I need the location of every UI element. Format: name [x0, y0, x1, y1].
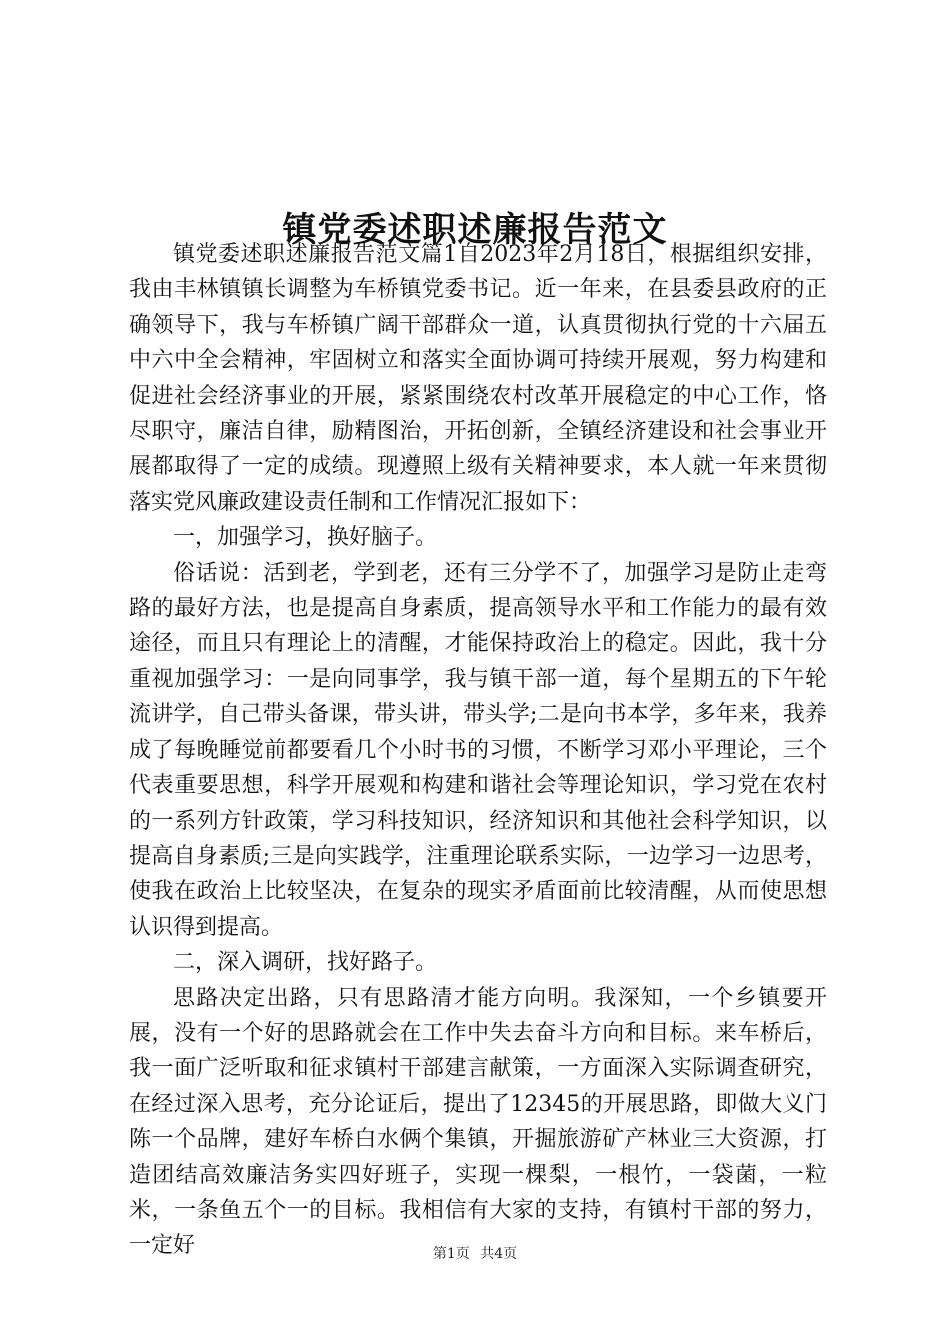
- document-body: [129, 237, 827, 1264]
- section-2-paragraph: 思路决定出路，只有思路清才能方向明。我深知，一个乡镇要开展，没有一个好的思路就会在工作中失去奋斗方向和目标。来车桥后，我一面广泛听取和征求镇村干部建言献策，一方面深入实际调查研究，在经过深入思考，充分论证后，提出了12345的开展思路，即做大义门陈一个品牌，建好车桥白水俩个集镇，开掘旅游矿产林业三大资源，打造团结高效廉洁务实四好班子，实现一棵梨，一根竹，一袋菌，一粒米，一条鱼五个一的目标。我相信有大家的支持，有镇村干部的努力，一定好: [129, 985, 827, 1259]
- page-total: 共4页: [480, 1246, 518, 1262]
- page-footer: [0, 1244, 950, 1264]
- document-title: 镇党委述职述廉报告范文: [282, 209, 668, 250]
- section-heading-1: 一，加强学习，换好脑子。: [173, 525, 438, 551]
- section-1-paragraph: 俗话说：活到老，学到老，还有三分学不了，加强学习是防止走弯路的最好方法，也是提高自身素质，提高领导水平和工作能力的最有效途径，而且只有理论上的清醒，才能保持政治上的稳定。因此，我十分重视加强学习：一是向同事学，我与镇干部一道，每个星期五的下午轮流讲学，自己带头备课，带头讲，带头学;二是向书本学，多年来，我养成了每晚睡觉前都要看几个小时书的习惯，不断学习邓小平理论，三个代表重要思想，科学开展观和构建和谐社会等理论知识，学习党在农村的一系列方针政策，学习科技知识，经济知识和其他社会科学知识，以提高自身素质;三是向实践学，注重理论联系实际，一边学习一边思考，使我在政治上比较坚决，在复杂的现实矛盾面前比较清醒，从而使思想认识得到提高。: [129, 560, 827, 940]
- intro-paragraph: 镇党委述职述廉报告范文篇1自2023年2月18日，根据组织安排，我由丰林镇镇长调整为车桥镇党委书记。近一年来，在县委县政府的正确领导下，我与车桥镇广阔干部群众一道，认真贯彻执行党的十六届五中六中全会精神，牢固树立和落实全面协调可持续开展观，努力构建和促进社会经济事业的开展，紧紧围绕农村改革开展稳定的中心工作，恪尽职守，廉洁自律，励精图治，开拓创新，全镇经济建设和社会事业开展都取得了一定的成绩。现遵照上级有关精神要求，本人就一年来贯彻落实党风廉政建设责任制和工作情况汇报如下：: [129, 242, 827, 515]
- section-heading-2: 二，深入调研，找好路子。: [173, 950, 438, 976]
- page-number: 第1页: [432, 1246, 470, 1262]
